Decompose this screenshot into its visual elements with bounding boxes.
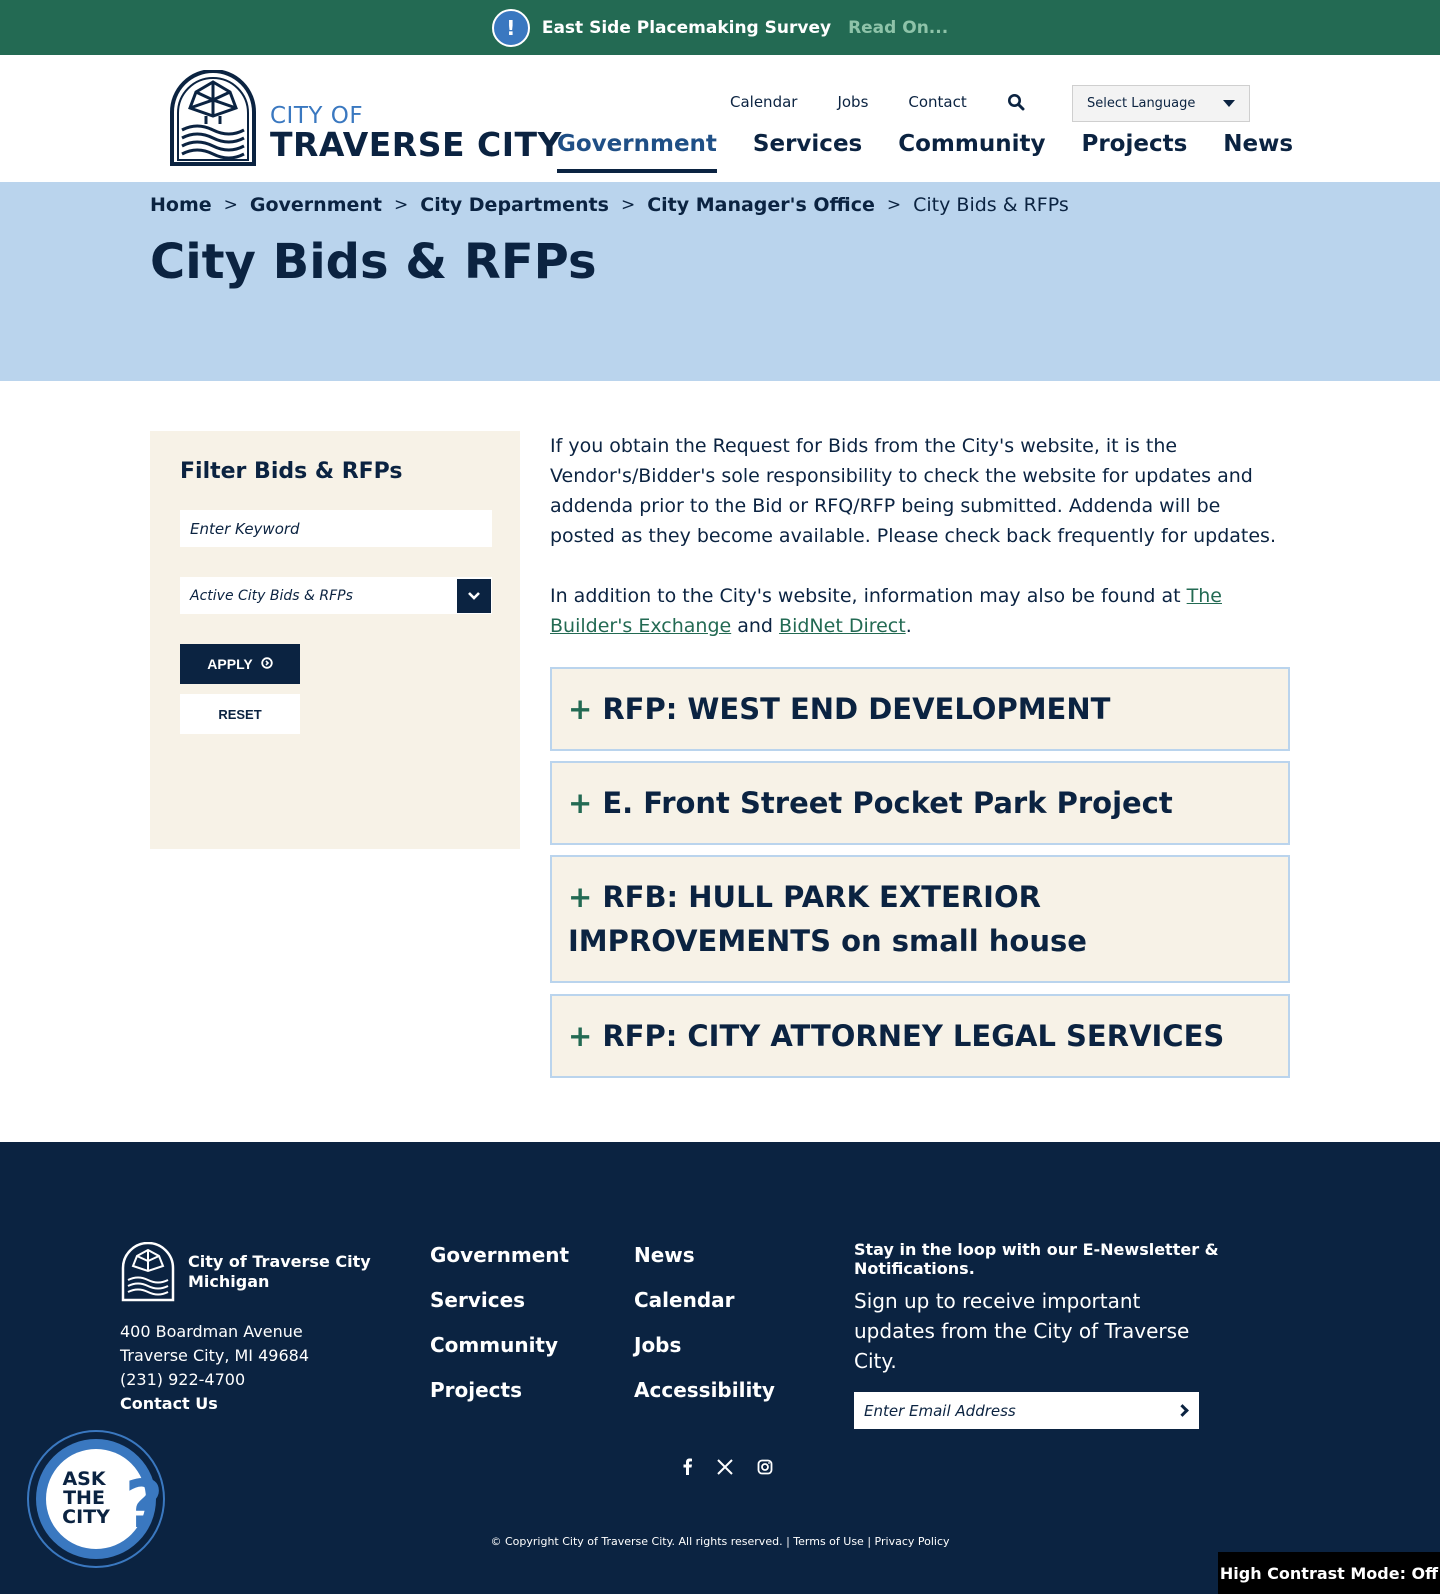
intro-paragraph-1: If you obtain the Request for Bids from the City's website, it is the Vendor's/Bidder's sole responsibility to check the website for updates and addenda prior to the Bid or RFQ/RFP being submitted. Addenda will be posted as they become available. Please check back frequently for updates. xyxy=(550,435,1276,547)
ask-line3: CITY xyxy=(62,1506,110,1528)
accordion-item[interactable] xyxy=(550,994,1290,1078)
city-seal-icon xyxy=(120,1242,176,1302)
logo-name: TRAVERSE CITY xyxy=(270,125,562,164)
ask-the-city-button[interactable] xyxy=(24,1427,168,1571)
newsletter-heading: Stay in the loop with our E-Newsletter & Notifications. xyxy=(854,1240,1219,1278)
footer-nav-col-1 xyxy=(430,1242,569,1404)
accordion-item[interactable] xyxy=(550,761,1290,845)
intro-paragraph-2 xyxy=(550,581,1290,641)
footer-org-line2: Michigan xyxy=(188,1272,270,1291)
site-footer xyxy=(0,1142,1440,1594)
footer-nav-col-2 xyxy=(634,1242,775,1404)
email-input-placeholder: Enter Email Address xyxy=(864,1401,1016,1420)
exclamation-icon: ! xyxy=(492,9,530,47)
status-select-value: Active City Bids & RFPs xyxy=(190,587,353,604)
chevron-right-icon[interactable] xyxy=(1176,1404,1189,1417)
filter-title: Filter Bids & RFPs xyxy=(180,459,403,484)
newsletter-signup xyxy=(854,1240,1294,1429)
footer-address-line2: Traverse City, MI 49684 xyxy=(120,1346,309,1365)
city-seal-icon xyxy=(168,70,258,166)
footer-link-community[interactable]: Community xyxy=(430,1333,559,1357)
keyword-input[interactable] xyxy=(180,510,492,547)
facebook-icon[interactable] xyxy=(682,1458,693,1480)
chevron-down-icon[interactable] xyxy=(457,579,491,613)
copyright-separator: | xyxy=(867,1535,872,1548)
util-nav-calendar[interactable]: Calendar xyxy=(730,93,798,111)
terms-link[interactable]: Terms of Use xyxy=(793,1535,864,1548)
alert-read-on-link[interactable]: Read On... xyxy=(848,17,949,38)
footer-link-services[interactable]: Services xyxy=(430,1288,526,1312)
plus-icon: + xyxy=(568,1019,593,1053)
arrow-circle-icon xyxy=(261,656,273,672)
instagram-icon[interactable] xyxy=(757,1459,773,1480)
breadcrumb-separator: > xyxy=(620,195,636,215)
breadcrumb xyxy=(150,194,1069,216)
copyright-text: © Copyright City of Traverse City. All rights reserved. xyxy=(490,1535,783,1548)
newsletter-text: Sign up to receive important updates from the City of Traverse City. xyxy=(854,1289,1190,1373)
page-title: City Bids & RFPs xyxy=(150,234,597,290)
accordion-item[interactable] xyxy=(550,667,1290,751)
breadcrumb-home[interactable]: Home xyxy=(150,194,212,216)
apply-button[interactable] xyxy=(180,644,300,684)
accordion-title-text: RFB: HULL PARK EXTERIOR IMPROVEMENTS on small house xyxy=(568,880,1087,958)
privacy-link[interactable]: Privacy Policy xyxy=(874,1535,950,1548)
utility-nav xyxy=(730,93,1025,111)
footer-link-projects[interactable]: Projects xyxy=(430,1378,523,1402)
footer-logo[interactable] xyxy=(120,1242,371,1302)
copyright-separator: | xyxy=(786,1535,790,1548)
intro-suffix: . xyxy=(905,615,912,637)
breadcrumb-separator: > xyxy=(886,195,902,215)
site-logo[interactable] xyxy=(168,70,562,166)
ask-line1: ASK xyxy=(62,1468,106,1490)
ask-line2: THE xyxy=(63,1487,105,1509)
search-icon[interactable] xyxy=(1007,93,1025,111)
accordion-title-text: RFP: WEST END DEVELOPMENT xyxy=(602,692,1111,726)
footer-org-line1: City of Traverse City xyxy=(188,1252,371,1271)
accordion-item[interactable] xyxy=(550,855,1290,983)
language-select[interactable] xyxy=(1072,85,1250,122)
intro-text xyxy=(550,431,1290,671)
apply-button-label: APPLY xyxy=(207,656,253,672)
accordion-title xyxy=(568,781,1272,825)
accordion-title-text: RFP: CITY ATTORNEY LEGAL SERVICES xyxy=(602,1019,1225,1053)
main-nav-government[interactable]: Government xyxy=(557,131,717,173)
footer-link-news[interactable]: News xyxy=(634,1243,695,1267)
footer-contact-link[interactable]: Contact Us xyxy=(120,1394,218,1413)
logo-city-of: CITY OF xyxy=(270,103,364,129)
main-nav-news[interactable]: News xyxy=(1223,131,1294,157)
language-select-label: Select Language xyxy=(1087,96,1196,111)
main-nav-projects[interactable]: Projects xyxy=(1081,131,1188,157)
breadcrumb-city-managers-office[interactable]: City Manager's Office xyxy=(647,194,875,216)
reset-button[interactable]: RESET xyxy=(180,694,300,734)
plus-icon: + xyxy=(568,692,593,726)
accordion-title-text: E. Front Street Pocket Park Project xyxy=(602,786,1173,820)
breadcrumb-city-departments[interactable]: City Departments xyxy=(420,194,609,216)
high-contrast-toggle[interactable]: High Contrast Mode: Off xyxy=(1218,1552,1440,1594)
social-links xyxy=(682,1458,773,1480)
util-nav-contact[interactable]: Contact xyxy=(908,93,967,111)
alert-text: East Side Placemaking Survey xyxy=(541,17,832,38)
main-content xyxy=(0,381,1440,1141)
footer-phone[interactable]: (231) 922-4700 xyxy=(120,1370,246,1389)
intro-paragraph-2-prefix: In addition to the City's website, information may also be found at xyxy=(550,585,1181,607)
copyright xyxy=(0,1535,1440,1548)
footer-link-jobs[interactable]: Jobs xyxy=(634,1333,682,1357)
ask-the-city-badge-icon xyxy=(24,1427,168,1571)
site-header xyxy=(0,55,1440,182)
email-input[interactable] xyxy=(854,1392,1199,1429)
footer-link-government[interactable]: Government xyxy=(430,1243,570,1267)
bidnet-direct-link[interactable]: BidNet Direct xyxy=(779,615,906,637)
accordion-title xyxy=(568,875,1272,963)
main-nav-community[interactable]: Community xyxy=(898,131,1046,157)
breadcrumb-current: City Bids & RFPs xyxy=(913,194,1069,216)
footer-link-calendar[interactable]: Calendar xyxy=(634,1288,735,1312)
accordion-title xyxy=(568,1014,1272,1058)
breadcrumb-government[interactable]: Government xyxy=(249,194,382,216)
builders-exchange-link[interactable]: The Builder's Exchange xyxy=(550,585,1222,637)
util-nav-jobs[interactable]: Jobs xyxy=(837,93,869,111)
breadcrumb-separator: > xyxy=(223,195,238,215)
footer-link-accessibility[interactable]: Accessibility xyxy=(634,1378,775,1402)
accordion-title xyxy=(568,687,1272,731)
caret-down-icon xyxy=(1223,100,1235,107)
plus-icon: + xyxy=(568,880,593,914)
alert-bar xyxy=(0,0,1440,55)
status-select[interactable] xyxy=(180,577,492,614)
footer-address-line1: 400 Boardman Avenue xyxy=(120,1322,303,1341)
main-nav xyxy=(557,131,1293,173)
page-banner xyxy=(0,182,1440,381)
footer-address xyxy=(120,1320,309,1416)
plus-icon: + xyxy=(568,786,593,820)
breadcrumb-separator: > xyxy=(394,195,409,215)
svg-text:?: ? xyxy=(124,1466,164,1543)
intro-and: and xyxy=(737,615,773,637)
main-nav-services[interactable]: Services xyxy=(752,131,863,157)
x-icon[interactable] xyxy=(717,1459,733,1480)
filter-panel xyxy=(150,431,520,849)
